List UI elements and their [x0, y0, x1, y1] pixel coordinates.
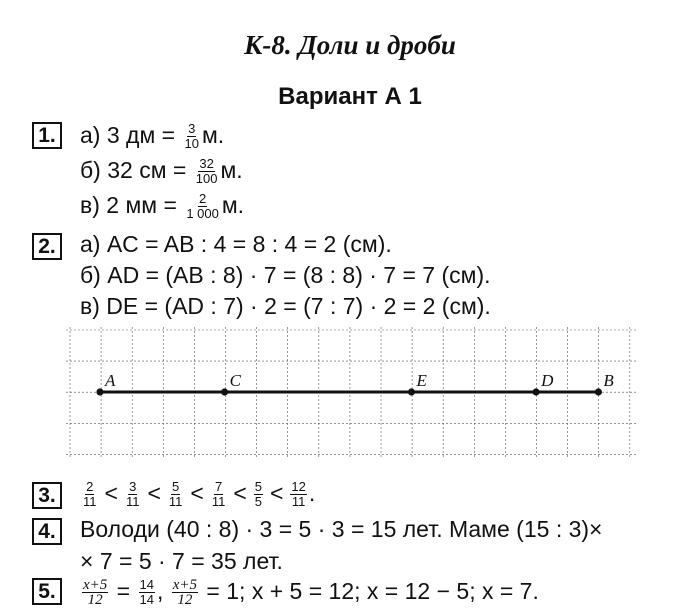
task3-fraction — [254, 480, 263, 509]
less-than-sign: < — [190, 480, 204, 506]
numerator: 14 — [139, 577, 154, 593]
task3-fraction — [82, 480, 98, 509]
task1-a-lhs: 3 дм = — [106, 122, 176, 148]
less-than-sign: < — [147, 480, 161, 506]
denominator: 11 — [168, 494, 183, 510]
task5-eq: = — [116, 578, 131, 604]
segment-grid — [66, 327, 636, 459]
point-e-label: E — [416, 371, 427, 390]
task5-fraction-2 — [139, 578, 155, 607]
numerator: x+5 — [172, 577, 198, 594]
denominator: 11 — [83, 494, 97, 510]
task1-b-unit: м. — [220, 157, 243, 183]
numerator: 5 — [172, 479, 180, 495]
task4-line-1: Володи (40 : 8) · 3 = 5 · 3 = 15 лет. Маме (15 : 3)× — [80, 516, 603, 542]
numerator: 5 — [254, 479, 262, 495]
numerator: 3 — [188, 121, 196, 137]
task1-b-lhs: 32 см = — [107, 157, 187, 183]
less-than-sign: < — [269, 480, 284, 506]
numerator: 2 — [86, 479, 94, 495]
task2-line-a: а) AC = AB : 4 = 8 : 4 = 2 (см). — [80, 231, 392, 257]
period: . — [308, 480, 316, 506]
task5-line — [80, 576, 539, 607]
numerator: 7 — [214, 479, 223, 495]
numerator: 3 — [129, 479, 137, 495]
task1-a-prefix: а) — [80, 122, 101, 148]
point-a-label: A — [105, 371, 116, 390]
numerator: 12 — [291, 479, 306, 495]
less-than-sign: < — [233, 480, 247, 506]
task1-line-b — [80, 155, 243, 186]
task3-fraction — [290, 480, 306, 509]
task3-fraction — [211, 480, 227, 509]
task-number-4: 4. — [32, 518, 62, 545]
task1-b-fraction — [195, 157, 219, 186]
variant-heading: Вариант А 1 — [278, 83, 422, 110]
numerator: 32 — [199, 156, 214, 172]
point-b-dot — [595, 388, 602, 395]
denominator: 100 — [195, 171, 218, 187]
point-a-dot — [96, 388, 103, 395]
denominator: 14 — [139, 592, 154, 608]
point-c-dot — [221, 388, 228, 395]
denominator: 5 — [254, 494, 262, 510]
task1-c-lhs: 2 мм = — [106, 192, 177, 218]
numerator: 2 — [198, 191, 207, 207]
numerator: x+5 — [83, 577, 108, 594]
point-d-dot — [533, 388, 540, 395]
task1-c-prefix: в) — [80, 192, 100, 218]
point-e-dot — [408, 388, 415, 395]
point-d-label: D — [541, 371, 554, 390]
denominator: 12 — [177, 592, 193, 609]
denominator: 10 — [184, 136, 199, 152]
task-number-5: 5. — [32, 578, 62, 605]
point-b-label: B — [603, 371, 614, 390]
task-number-3: 3. — [32, 482, 62, 509]
task1-line-a — [80, 120, 224, 151]
task3-fraction — [168, 480, 184, 509]
denominator: 11 — [125, 494, 140, 510]
task2-line-c: в) DE = (AD : 7) · 2 = (7 : 7) · 2 = 2 (см). — [80, 293, 491, 319]
task1-c-unit: м. — [221, 192, 245, 218]
task-number-1: 1. — [32, 122, 62, 149]
less-than-sign: < — [104, 480, 118, 506]
task5-fraction-1 — [82, 578, 108, 607]
task1-a-fraction — [183, 122, 199, 151]
denominator: 1 000 — [186, 206, 219, 222]
denominator: 11 — [211, 494, 226, 510]
task2-line-b: б) AD = (AB : 8) · 7 = (8 : 8) · 7 = 7 (см). — [80, 262, 491, 288]
task-number-2: 2. — [32, 233, 62, 260]
task1-a-unit: м. — [201, 122, 225, 148]
page-title: К-8. Доли и дроби — [244, 30, 456, 60]
denominator: 12 — [87, 592, 103, 609]
task3-fraction — [125, 480, 141, 509]
task3-inequality — [80, 478, 315, 509]
task1-c-fraction — [185, 192, 220, 221]
task5-fraction-3 — [172, 578, 198, 607]
task5-comma: , — [156, 578, 164, 604]
task4-line-2: × 7 = 5 · 7 = 35 лет. — [80, 548, 283, 574]
point-c-label: C — [229, 371, 241, 390]
task1-line-c — [80, 190, 244, 221]
denominator: 11 — [291, 494, 306, 510]
task5-rest: = 1; x + 5 = 12; x = 12 − 5; x = 7. — [206, 578, 539, 604]
task1-b-prefix: б) — [80, 157, 101, 183]
